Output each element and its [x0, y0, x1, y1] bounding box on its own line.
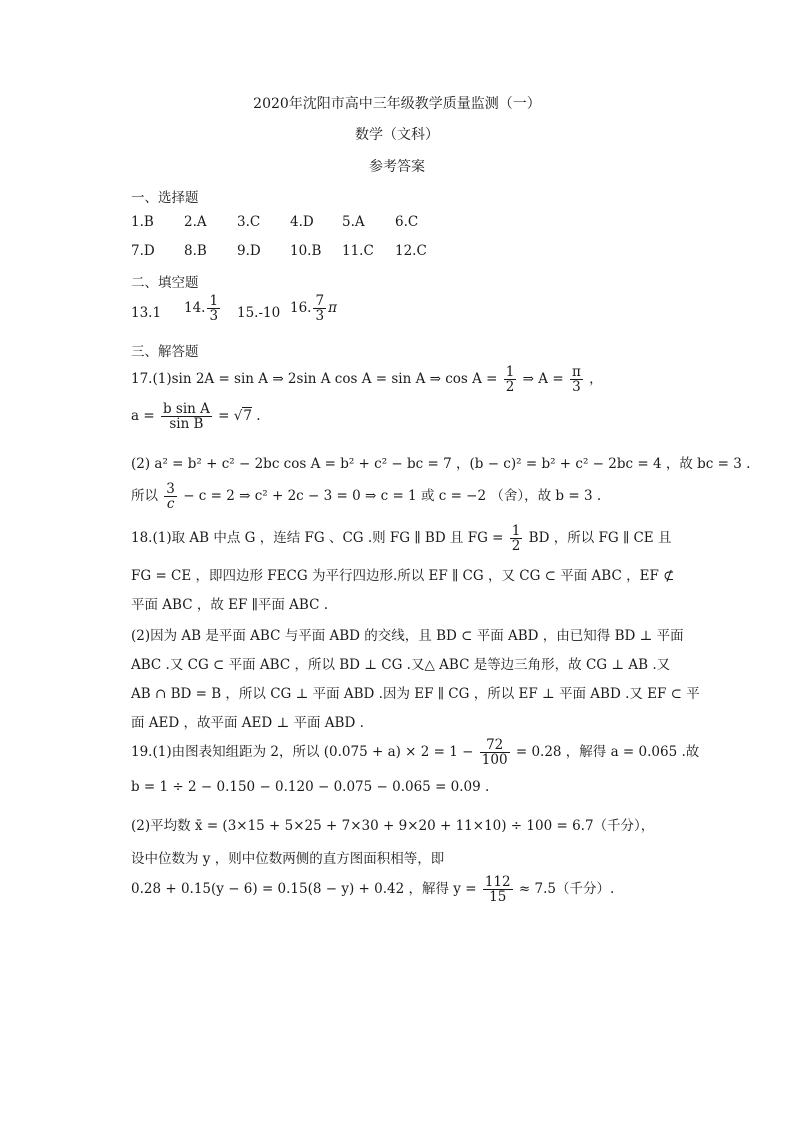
problem-19-line-3: (2)平均数 x̄ = (3×15 + 5×25 + 7×30 + 9×20 + 11×10) ÷ 100 = 6.7（千分）， [131, 818, 655, 834]
answer-item: 13.1 [131, 305, 162, 321]
fraction [207, 294, 220, 323]
numerator: 112 [484, 874, 511, 890]
denominator: 2 [511, 538, 521, 555]
answer-item: 11.C [342, 243, 374, 259]
denominator: 3 [315, 308, 325, 325]
numerator: 1 [511, 523, 521, 539]
problem-19-line-2: b = 1 ÷ 2 − 0.150 − 0.120 − 0.075 − 0.065 = 0.09 . [131, 779, 490, 795]
sqrt-radicand: 7 [243, 408, 252, 425]
answer-item: 9.D [237, 243, 261, 259]
math-text: − c = 2 ⇒ c² + 2c − 3 = 0 ⇒ c = 1 或 c = −2 （舍），故 b = 3 . [183, 488, 602, 505]
math-text: ⇒ A = [522, 371, 564, 388]
numerator: 7 [315, 293, 325, 309]
answer-item: 1.B [131, 214, 154, 230]
denominator: 3 [209, 308, 219, 325]
answer-item: 10.B [290, 243, 322, 259]
denominator: sin B [169, 416, 204, 433]
fraction [164, 482, 177, 511]
math-text: = [218, 408, 230, 425]
problem-18-line-2: FG = CE ，即四边形 FECG 为平行四边形.所以 EF ∥ CG ，又 CG ⊂ 平面 ABC ，EF ⊄ [131, 568, 675, 584]
answer-prefix: 16. [290, 300, 312, 317]
fraction [510, 524, 523, 553]
answer-item [184, 294, 222, 323]
fraction [480, 738, 510, 767]
numerator: 3 [166, 481, 175, 497]
fraction [570, 365, 583, 394]
denominator: 3 [572, 379, 581, 396]
math-text: 19.(1)由图表知组距为 2，所以 (0.075 + a) × 2 = 1 − [131, 744, 474, 761]
fraction [161, 402, 212, 431]
problem-17-line-2 [131, 402, 261, 431]
denominator: 100 [481, 752, 508, 769]
denominator: 2 [505, 379, 515, 396]
math-text: a = [131, 408, 155, 425]
document-title: 2020年沈阳市高中三年级教学质量监测（一） [253, 96, 541, 112]
answer-item: 3.C [237, 214, 261, 230]
answer-item: 6.C [395, 214, 419, 230]
problem-19-line-1 [131, 738, 699, 767]
problem-18-line-6: AB ∩ BD = B ，所以 CG ⊥ 平面 ABD .因为 EF ∥ CG ，所以 EF ⊥ 平面 ABD .又 EF ⊂ 平 [131, 686, 700, 702]
problem-19-line-5 [131, 875, 614, 904]
answer-prefix: 14. [184, 300, 206, 317]
answer-item: 5.A [342, 214, 365, 230]
numerator: 1 [209, 293, 219, 309]
problem-18-line-3: 平面 ABC ，故 EF ∥平面 ABC . [131, 597, 328, 613]
numerator: 72 [480, 738, 510, 753]
problem-17-line-4 [131, 482, 601, 511]
answer-item: 2.A [184, 214, 207, 230]
answer-item [290, 294, 337, 323]
math-text: 0.28 + 0.15(y − 6) = 0.15(8 − y) + 0.42 ，解得 y = [131, 881, 477, 898]
math-text: 17.(1)sin 2A = sin A ⇒ 2sin A cos A = sin A ⇒ cos A = [131, 371, 498, 388]
math-text: ≈ 7.5（千分）. [518, 881, 615, 898]
math-text: = 0.28 ，解得 a = 0.065 .故 [515, 744, 700, 761]
answer-item: 4.D [290, 214, 314, 230]
math-text: 18.(1)取 AB 中点 G ，连结 FG 、CG .则 FG ∥ BD 且 FG = [131, 530, 504, 547]
problem-19-line-4: 设中位数为 y ，则中位数两侧的直方图面积相等，即 [131, 851, 445, 867]
answer-item: 7.D [131, 243, 155, 259]
problem-18-line-1 [131, 524, 671, 553]
numerator: π [571, 364, 581, 380]
answer-item: 15.-10 [237, 305, 281, 321]
pi-symbol: π [328, 300, 337, 317]
math-text: 所以 [131, 488, 158, 505]
denominator: c [166, 496, 175, 513]
math-text: . [256, 408, 261, 425]
sqrt-symbol: √ [233, 408, 243, 425]
problem-18-line-4: (2)因为 AB 是平面 ABC 与平面 ABD 的交线，且 BD ⊂ 平面 ABD ，由已知得 BD ⊥ 平面 [131, 628, 684, 644]
section-fill-in-title: 二、填空题 [131, 275, 199, 291]
math-text: ， [589, 371, 603, 388]
fraction [504, 365, 517, 394]
numerator: 1 [505, 364, 515, 380]
math-text: BD ，所以 FG ∥ CE 且 [528, 530, 672, 547]
problem-17-line-3: (2) a² = b² + c² − 2bc cos A = b² + c² − bc = 7 ，(b − c)² = b² + c² − 2bc = 4 ，故 bc = 3 . [131, 456, 751, 472]
answer-key-heading: 参考答案 [369, 159, 425, 175]
numerator: b sin A [162, 401, 210, 417]
answer-item: 12.C [395, 243, 427, 259]
answer-item: 8.B [184, 243, 207, 259]
fraction [483, 875, 513, 904]
problem-18-line-7: 面 AED ，故平面 AED ⊥ 平面 ABD . [131, 715, 364, 731]
section-solutions-title: 三、解答题 [131, 344, 199, 360]
section-multiple-choice-title: 一、选择题 [131, 190, 199, 206]
problem-17-line-1 [131, 365, 603, 394]
problem-18-line-5: ABC .又 CG ⊂ 平面 ABC ，所以 BD ⊥ CG .又△ ABC 是等边三角形，故 CG ⊥ AB .又 [131, 657, 671, 673]
denominator: 15 [489, 889, 507, 906]
subject-label: 数学（文科） [355, 127, 439, 143]
fraction [313, 294, 326, 323]
